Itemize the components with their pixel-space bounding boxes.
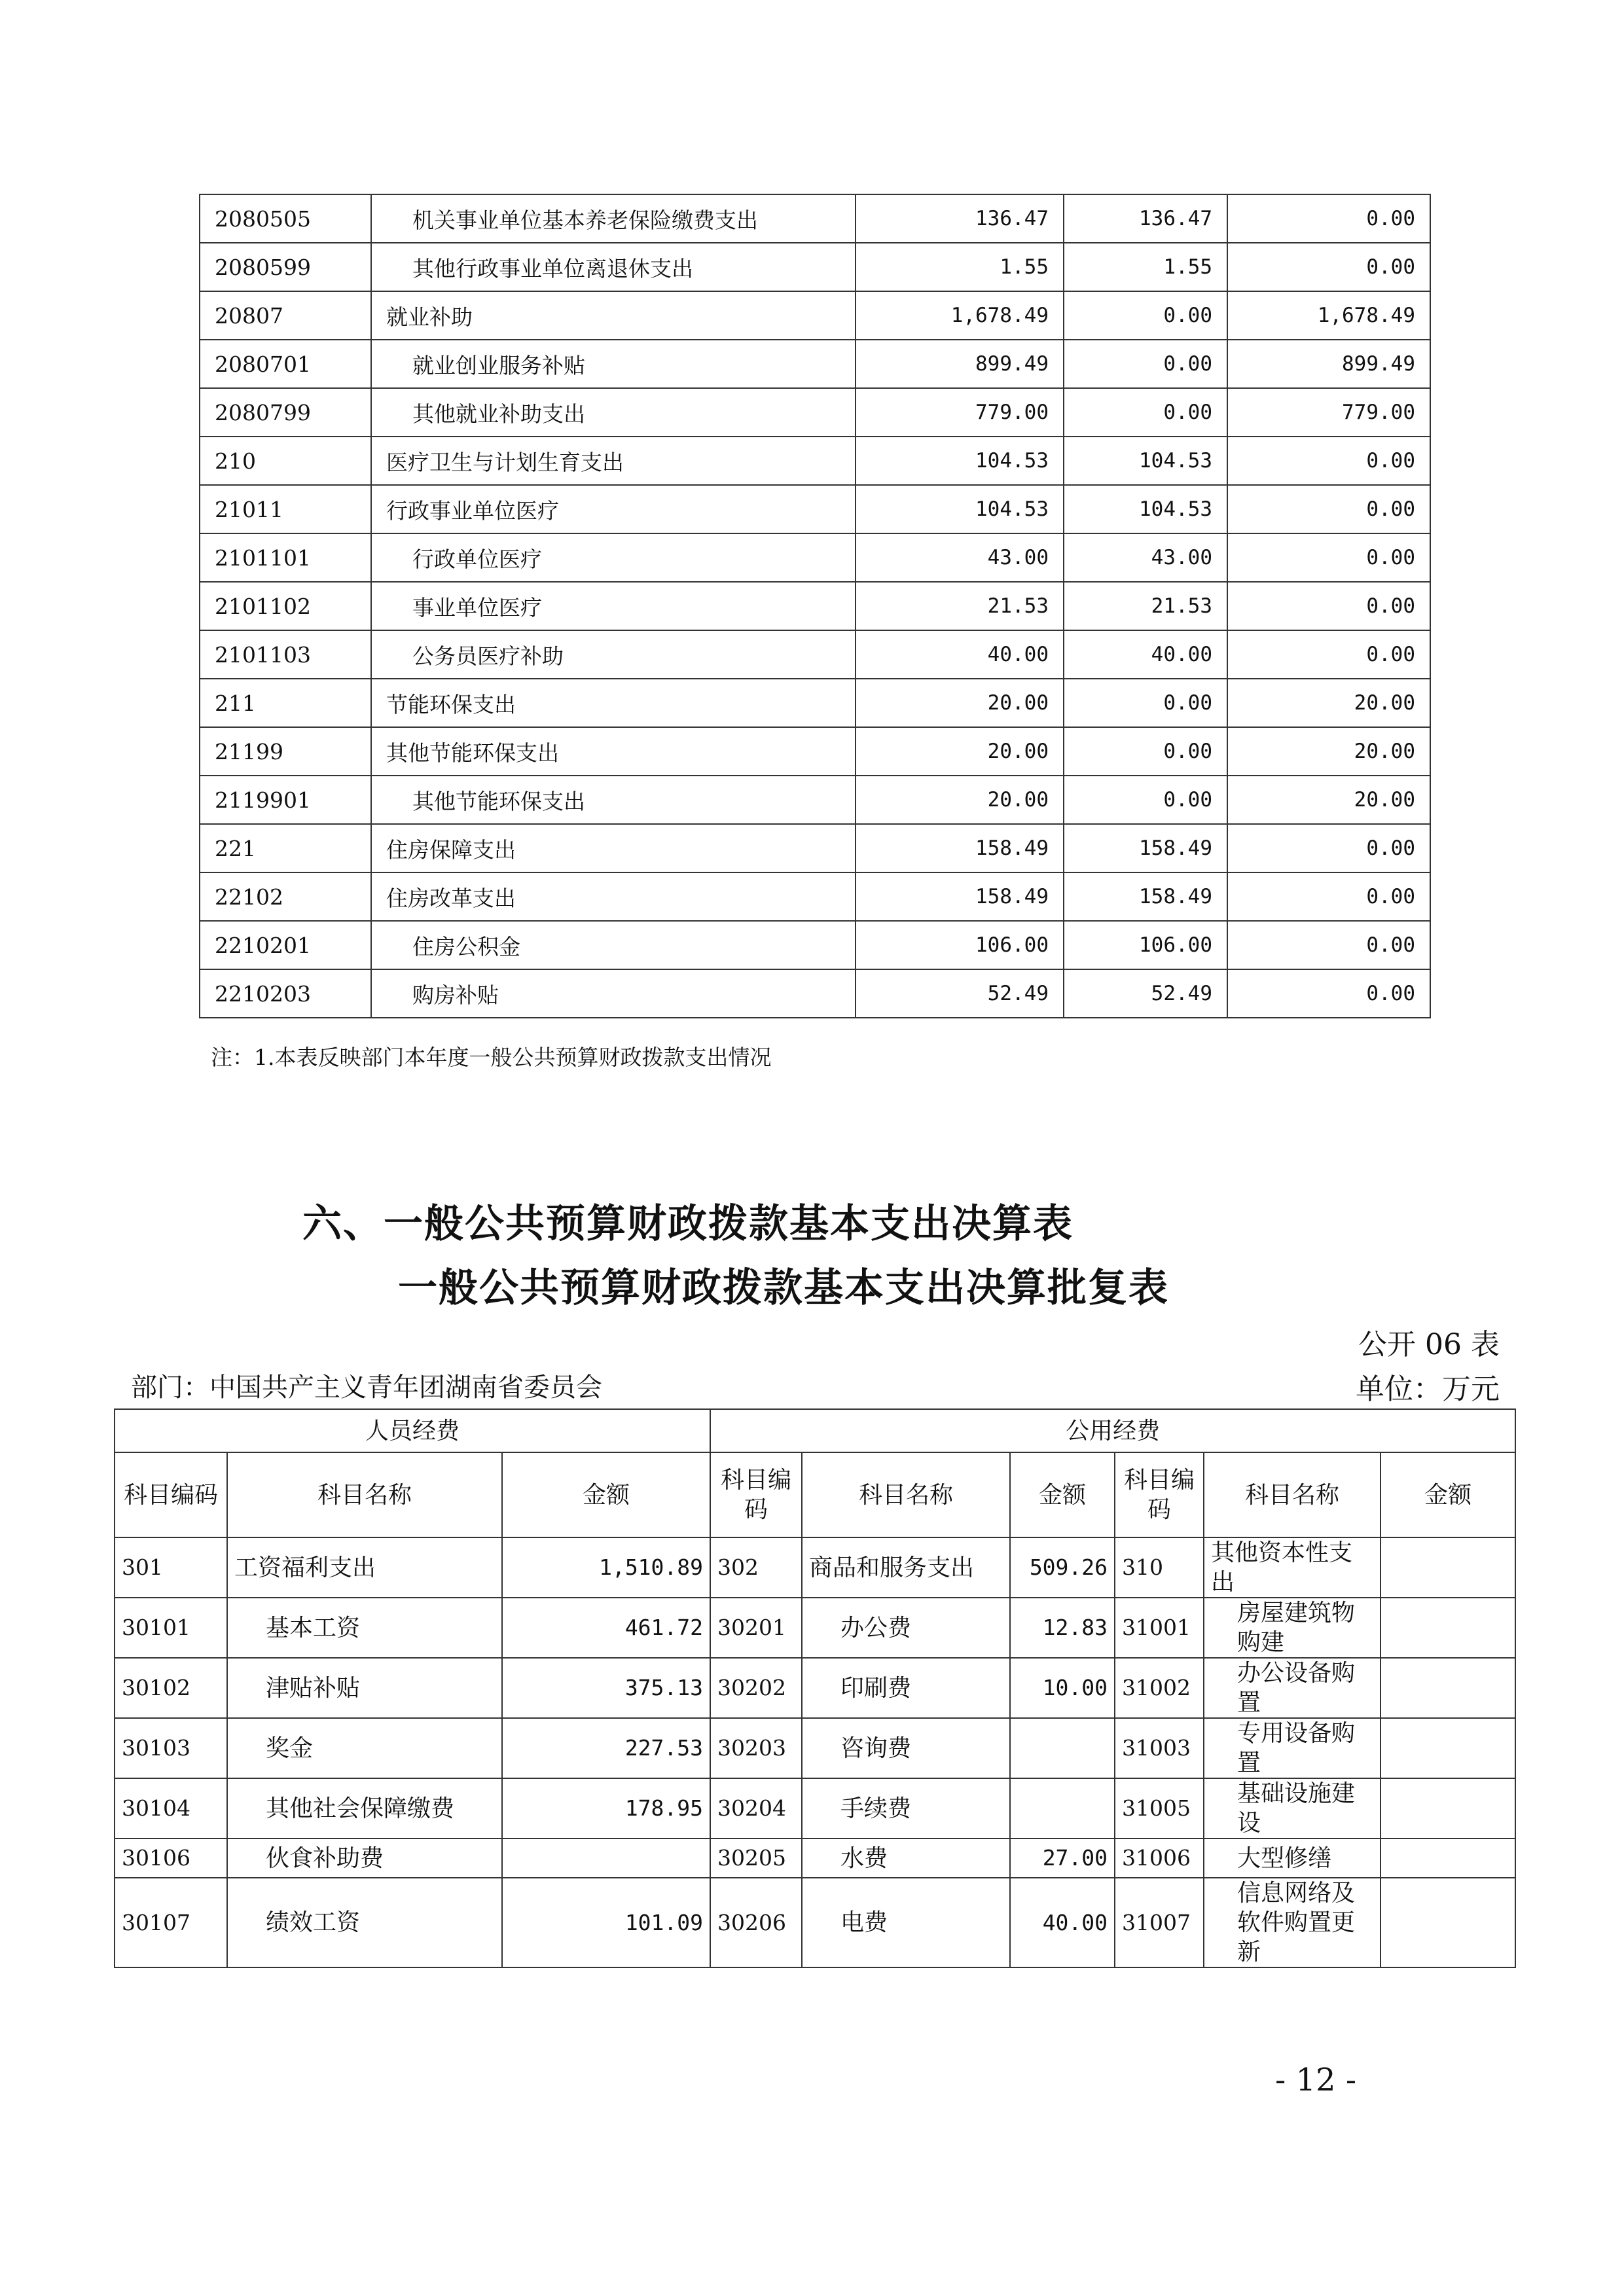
row-code: 21011 (200, 485, 371, 533)
table-row (200, 291, 1430, 340)
row-project-amount: 0.00 (1227, 582, 1430, 630)
row-basic-amount: 43.00 (1064, 533, 1227, 582)
row-total-amount: 899.49 (856, 340, 1064, 388)
personnel-amount: 178.95 (502, 1778, 710, 1839)
row-basic-amount: 104.53 (1064, 485, 1227, 533)
header-code-1: 科目编码 (115, 1452, 227, 1537)
table-row (200, 630, 1430, 679)
header-name-2: 科目名称 (802, 1452, 1010, 1537)
table-row (200, 727, 1430, 776)
capital-amount (1380, 1718, 1515, 1778)
row-total-amount: 779.00 (856, 388, 1064, 437)
public-amount: 27.00 (1010, 1839, 1115, 1878)
capital-amount (1380, 1878, 1515, 1967)
public-code: 30202 (710, 1658, 802, 1718)
capital-code: 31006 (1115, 1839, 1204, 1878)
personnel-code: 30104 (115, 1778, 227, 1839)
personnel-name: 绩效工资 (227, 1878, 502, 1967)
row-project-amount: 0.00 (1227, 194, 1430, 243)
capital-name: 其他资本性支出 (1204, 1537, 1380, 1598)
personnel-name: 其他社会保障缴费 (227, 1778, 502, 1839)
row-name: 住房改革支出 (371, 872, 856, 921)
row-code: 221 (200, 824, 371, 872)
capital-amount (1380, 1778, 1515, 1839)
public-amount: 509.26 (1010, 1537, 1115, 1598)
capital-code: 31002 (1115, 1658, 1204, 1718)
capital-name: 房屋建筑物购建 (1204, 1598, 1380, 1658)
row-total-amount: 20.00 (856, 776, 1064, 824)
row-basic-amount: 40.00 (1064, 630, 1227, 679)
capital-name: 办公设备购置 (1204, 1658, 1380, 1718)
row-project-amount: 0.00 (1227, 630, 1430, 679)
header-amount-1: 金额 (502, 1452, 710, 1537)
row-total-amount: 1.55 (856, 243, 1064, 291)
capital-code: 31003 (1115, 1718, 1204, 1778)
row-code: 2080505 (200, 194, 371, 243)
row-code: 2101102 (200, 582, 371, 630)
row-basic-amount: 0.00 (1064, 388, 1227, 437)
personnel-name: 伙食补助费 (227, 1839, 502, 1878)
group-header-personnel: 人员经费 (115, 1409, 710, 1452)
personnel-name: 津贴补贴 (227, 1658, 502, 1718)
personnel-name: 工资福利支出 (227, 1537, 502, 1598)
row-name: 购房补贴 (371, 969, 856, 1018)
header-code-3: 科目编码 (1115, 1452, 1204, 1537)
public-name: 水费 (802, 1839, 1010, 1878)
row-code: 2080701 (200, 340, 371, 388)
public-code: 30204 (710, 1778, 802, 1839)
row-project-amount: 899.49 (1227, 340, 1430, 388)
row-basic-amount: 0.00 (1064, 340, 1227, 388)
row-code: 22102 (200, 872, 371, 921)
table-row (200, 921, 1430, 969)
row-total-amount: 40.00 (856, 630, 1064, 679)
row-code: 2080799 (200, 388, 371, 437)
row-basic-amount: 0.00 (1064, 679, 1227, 727)
row-project-amount: 20.00 (1227, 776, 1430, 824)
public-amount: 40.00 (1010, 1878, 1115, 1967)
row-name: 其他就业补助支出 (371, 388, 856, 437)
public-name: 电费 (802, 1878, 1010, 1967)
row-name: 住房公积金 (371, 921, 856, 969)
page-number: - 12 - (1275, 2062, 1357, 2098)
row-name: 机关事业单位基本养老保险缴费支出 (371, 194, 856, 243)
row-project-amount: 1,678.49 (1227, 291, 1430, 340)
table-row (115, 1839, 1515, 1878)
row-project-amount: 0.00 (1227, 485, 1430, 533)
row-basic-amount: 136.47 (1064, 194, 1227, 243)
row-code: 2080599 (200, 243, 371, 291)
row-project-amount: 0.00 (1227, 921, 1430, 969)
row-name: 就业创业服务补贴 (371, 340, 856, 388)
row-name: 住房保障支出 (371, 824, 856, 872)
table-row (200, 872, 1430, 921)
table-row (200, 533, 1430, 582)
personnel-amount: 461.72 (502, 1598, 710, 1658)
row-total-amount: 158.49 (856, 872, 1064, 921)
personnel-amount: 1,510.89 (502, 1537, 710, 1598)
unit-label: 单位：万元 (1356, 1372, 1500, 1406)
public-name: 印刷费 (802, 1658, 1010, 1718)
public-code: 30201 (710, 1598, 802, 1658)
header-name-3: 科目名称 (1204, 1452, 1380, 1537)
row-code: 2119901 (200, 776, 371, 824)
row-name: 就业补助 (371, 291, 856, 340)
public-code: 30205 (710, 1839, 802, 1878)
public-amount: 10.00 (1010, 1658, 1115, 1718)
basic-expenditure-table (114, 1408, 1516, 1968)
row-code: 2210203 (200, 969, 371, 1018)
row-name: 节能环保支出 (371, 679, 856, 727)
row-total-amount: 20.00 (856, 679, 1064, 727)
row-project-amount: 0.00 (1227, 437, 1430, 485)
row-total-amount: 21.53 (856, 582, 1064, 630)
row-basic-amount: 52.49 (1064, 969, 1227, 1018)
row-basic-amount: 158.49 (1064, 872, 1227, 921)
table-row (200, 340, 1430, 388)
table-row (200, 194, 1430, 243)
row-name: 事业单位医疗 (371, 582, 856, 630)
table-row (115, 1598, 1515, 1658)
table-row (200, 388, 1430, 437)
row-name: 行政单位医疗 (371, 533, 856, 582)
capital-code: 31005 (1115, 1778, 1204, 1839)
personnel-code: 30102 (115, 1658, 227, 1718)
row-name: 医疗卫生与计划生育支出 (371, 437, 856, 485)
capital-name: 基础设施建设 (1204, 1778, 1380, 1839)
table-row (200, 776, 1430, 824)
header-name-1: 科目名称 (227, 1452, 502, 1537)
table-row (200, 485, 1430, 533)
personnel-code: 30107 (115, 1878, 227, 1967)
row-basic-amount: 0.00 (1064, 727, 1227, 776)
table-row (115, 1778, 1515, 1839)
public-name: 咨询费 (802, 1718, 1010, 1778)
row-total-amount: 104.53 (856, 437, 1064, 485)
capital-code: 310 (1115, 1537, 1204, 1598)
public-code: 30206 (710, 1878, 802, 1967)
personnel-code: 30101 (115, 1598, 227, 1658)
row-code: 2210201 (200, 921, 371, 969)
row-total-amount: 20.00 (856, 727, 1064, 776)
table-row (200, 969, 1430, 1018)
row-total-amount: 158.49 (856, 824, 1064, 872)
table-row (200, 679, 1430, 727)
row-basic-amount: 1.55 (1064, 243, 1227, 291)
row-name: 其他节能环保支出 (371, 727, 856, 776)
public-name: 商品和服务支出 (802, 1537, 1010, 1598)
capital-amount (1380, 1839, 1515, 1878)
row-basic-amount: 106.00 (1064, 921, 1227, 969)
row-name: 其他节能环保支出 (371, 776, 856, 824)
personnel-code: 30106 (115, 1839, 227, 1878)
table-row (115, 1537, 1515, 1598)
public-amount (1010, 1718, 1115, 1778)
row-code: 211 (200, 679, 371, 727)
section-subtitle: 一般公共预算财政拨款基本支出决算批复表 (398, 1265, 1169, 1311)
section-title: 六、一般公共预算财政拨款基本支出决算表 (302, 1201, 1074, 1247)
public-code: 302 (710, 1537, 802, 1598)
table-row (200, 582, 1430, 630)
row-total-amount: 52.49 (856, 969, 1064, 1018)
table-row (200, 824, 1430, 872)
row-total-amount: 43.00 (856, 533, 1064, 582)
public-name: 办公费 (802, 1598, 1010, 1658)
public-amount (1010, 1778, 1115, 1839)
personnel-name: 基本工资 (227, 1598, 502, 1658)
table-row (115, 1878, 1515, 1967)
capital-name: 专用设备购置 (1204, 1718, 1380, 1778)
row-project-amount: 0.00 (1227, 824, 1430, 872)
row-project-amount: 779.00 (1227, 388, 1430, 437)
row-code: 210 (200, 437, 371, 485)
row-total-amount: 136.47 (856, 194, 1064, 243)
capital-amount (1380, 1537, 1515, 1598)
row-total-amount: 1,678.49 (856, 291, 1064, 340)
personnel-code: 301 (115, 1537, 227, 1598)
personnel-amount (502, 1839, 710, 1878)
public-amount: 12.83 (1010, 1598, 1115, 1658)
personnel-amount: 375.13 (502, 1658, 710, 1718)
personnel-name: 奖金 (227, 1718, 502, 1778)
department-label: 部门：中国共产主义青年团湖南省委员会 (131, 1372, 602, 1403)
personnel-amount: 227.53 (502, 1718, 710, 1778)
table-note: 注：1.本表反映部门本年度一般公共预算财政拨款支出情况 (211, 1045, 772, 1070)
capital-amount (1380, 1658, 1515, 1718)
form-number: 公开 06 表 (1358, 1328, 1500, 1361)
header-amount-2: 金额 (1010, 1452, 1115, 1537)
group-header-public: 公用经费 (710, 1409, 1515, 1452)
table-row (115, 1718, 1515, 1778)
row-name: 公务员医疗补助 (371, 630, 856, 679)
capital-name: 信息网络及软件购置更新 (1204, 1878, 1380, 1967)
row-basic-amount: 104.53 (1064, 437, 1227, 485)
row-code: 2101101 (200, 533, 371, 582)
personnel-code: 30103 (115, 1718, 227, 1778)
row-project-amount: 20.00 (1227, 727, 1430, 776)
row-basic-amount: 0.00 (1064, 291, 1227, 340)
appropriation-expenditure-table-continued (199, 194, 1431, 1018)
row-basic-amount: 158.49 (1064, 824, 1227, 872)
capital-code: 31001 (1115, 1598, 1204, 1658)
capital-amount (1380, 1598, 1515, 1658)
row-project-amount: 0.00 (1227, 243, 1430, 291)
row-project-amount: 20.00 (1227, 679, 1430, 727)
public-code: 30203 (710, 1718, 802, 1778)
row-code: 21199 (200, 727, 371, 776)
table-row (200, 437, 1430, 485)
row-basic-amount: 0.00 (1064, 776, 1227, 824)
row-total-amount: 104.53 (856, 485, 1064, 533)
row-project-amount: 0.00 (1227, 872, 1430, 921)
row-project-amount: 0.00 (1227, 969, 1430, 1018)
row-code: 20807 (200, 291, 371, 340)
row-project-amount: 0.00 (1227, 533, 1430, 582)
capital-code: 31007 (1115, 1878, 1204, 1967)
header-code-2: 科目编码 (710, 1452, 802, 1537)
row-code: 2101103 (200, 630, 371, 679)
row-name: 其他行政事业单位离退休支出 (371, 243, 856, 291)
row-basic-amount: 21.53 (1064, 582, 1227, 630)
row-name: 行政事业单位医疗 (371, 485, 856, 533)
table-row (115, 1658, 1515, 1718)
table-row (200, 243, 1430, 291)
public-name: 手续费 (802, 1778, 1010, 1839)
row-total-amount: 106.00 (856, 921, 1064, 969)
header-amount-3: 金额 (1380, 1452, 1515, 1537)
personnel-amount: 101.09 (502, 1878, 710, 1967)
capital-name: 大型修缮 (1204, 1839, 1380, 1878)
